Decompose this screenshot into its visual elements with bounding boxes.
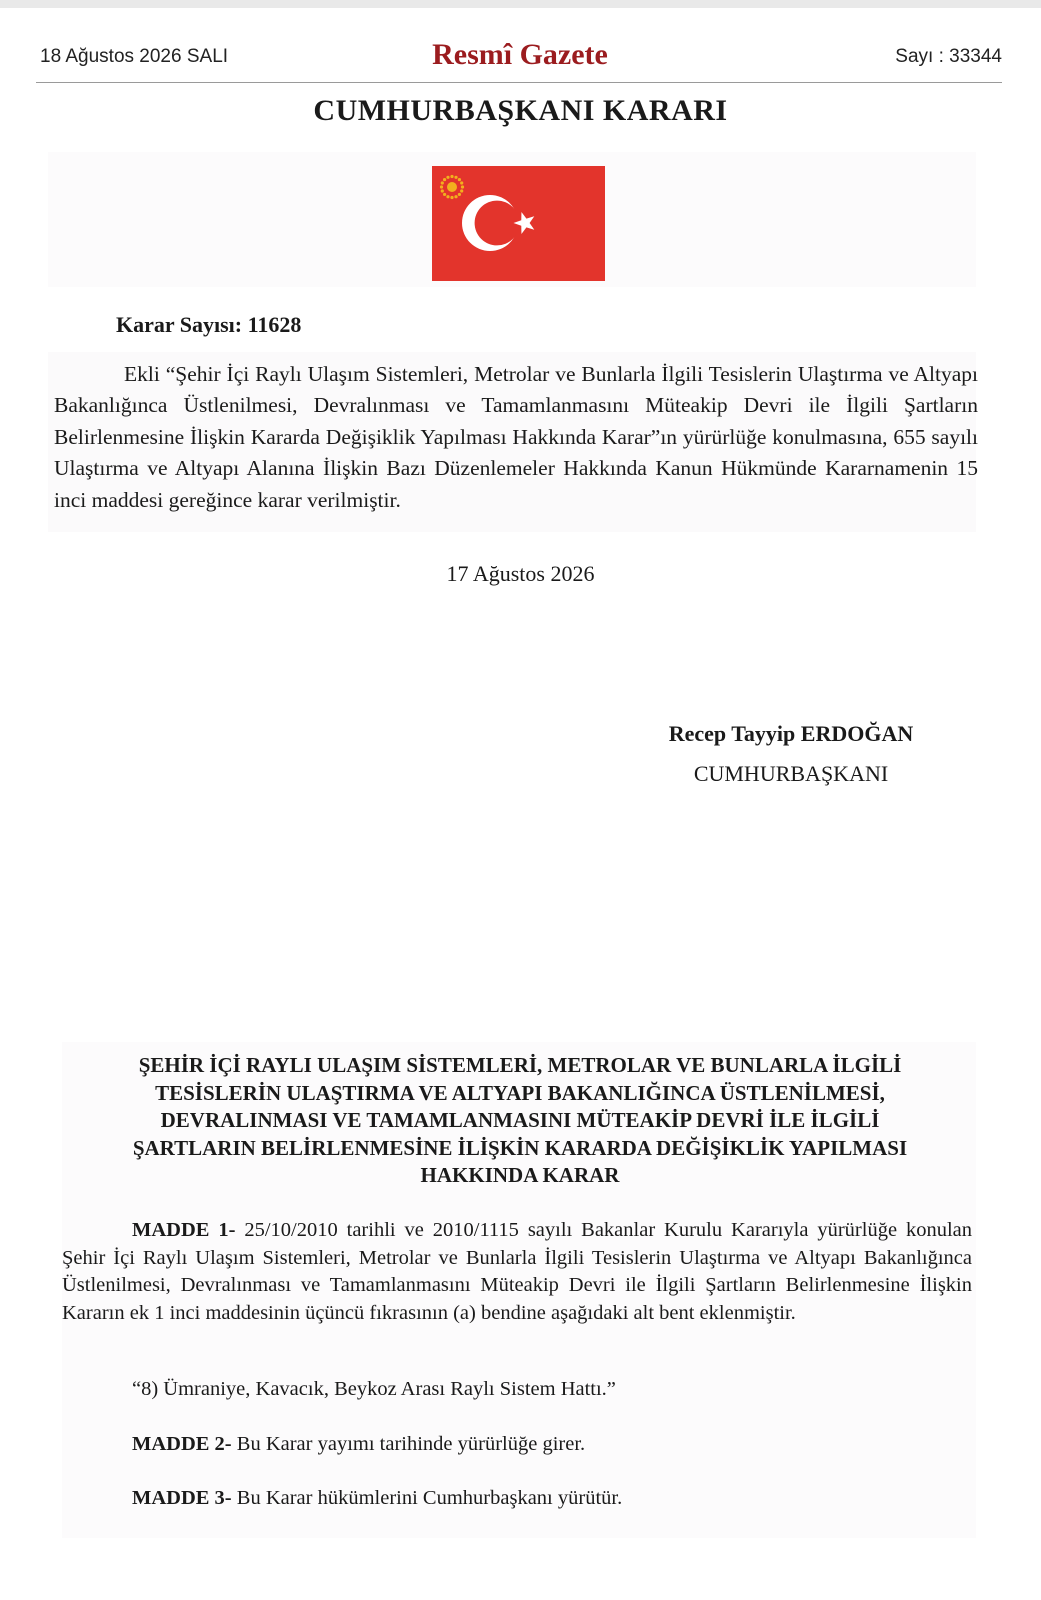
- seal-star-icon: [450, 175, 453, 178]
- seal-star-icon: [458, 193, 461, 196]
- issue-number: Sayı : 33344: [895, 46, 1002, 67]
- document-type-heading: CUMHURBAŞKANI KARARI: [313, 94, 728, 127]
- seal-star-icon: [460, 189, 463, 192]
- added-subclause: “8) Ümraniye, Kavacık, Beykoz Arası Raylı Sistem Hattı.”: [132, 1378, 616, 1400]
- article-2-text: Bu Karar yayımı tarihinde yürürlüğe girer.: [231, 1433, 586, 1455]
- seal-star-icon: [450, 196, 453, 199]
- seal-star-icon: [441, 181, 444, 184]
- article-3: [132, 1487, 622, 1510]
- signature-date: 17 Ağustos 2026: [446, 561, 595, 586]
- article-2: [132, 1433, 585, 1456]
- annex-title: [70, 1052, 970, 1190]
- header-date: 18 Ağustos 2026 SALI: [40, 46, 229, 67]
- seal-star-icon: [454, 195, 457, 198]
- seal-star-icon: [440, 185, 443, 188]
- preamble-text: Ekli “Şehir İçi Raylı Ulaşım Sistemleri, Metrolar ve Bunlarla İlgili Tesislerin Ulaştırma ve Altyapı Bakanlığınca Üstlenilmesi, Devralınması ve Tamamlanmasını Müteakip Devri ile İlgili Şartların Belirlenmesine İlişkin Kararda Değişiklik Yapılması Hakkında Karar”ın yürürlüğe konulmasına, 655 sayılı Ulaştırma ve Altyapı Alanına İlişkin Bazı Düzenlemeler Hakkında Kanun Hükmünde Kararnamenin 15 inci maddesi gereğince karar verilmiştir.: [54, 362, 978, 512]
- article-1: [62, 1217, 972, 1327]
- signer-name: Recep Tayyip ERDOĞAN: [668, 721, 914, 746]
- article-3-label: MADDE 3-: [132, 1487, 232, 1509]
- seal-star-icon: [458, 178, 461, 181]
- gazette-header: [38, 38, 1002, 82]
- turkish-flag-icon: [432, 166, 605, 281]
- seal-star-icon: [443, 193, 446, 196]
- seal-star-icon: [441, 189, 444, 192]
- article-1-label: MADDE 1-: [132, 1219, 236, 1241]
- seal-sun-icon: [447, 182, 457, 192]
- seal-star-icon: [446, 195, 449, 198]
- annex-title-line: DEVRALINMASI VE TAMAMLANMASINI MÜTEAKİP DEVRİ İLE İLGİLİ: [160, 1108, 880, 1132]
- annex-title-line: HAKKINDA KARAR: [420, 1163, 620, 1187]
- article-3-text: Bu Karar hükümlerini Cumhurbaşkanı yürütür.: [231, 1487, 623, 1509]
- annex-title-line: ŞARTLARIN BELİRLENMESİNE İLİŞKİN KARARDA DEĞİŞİKLİK YAPILMASI: [132, 1135, 908, 1160]
- article-1-text: 25/10/2010 tarihli ve 2010/1115 sayılı Bakanlar Kurulu Kararıyla yürürlüğe konulan Şehir İçi Raylı Ulaşım Sistemleri, Metrolar ve Bunlarla İlgili Tesislerin Ulaştırma ve Altyapı Bakanlığınca Üstlenilmesi, Devralınması ve Tamamlanmasını Müteakip Devri ile İlgili Şartların Belirlenmesine İlişkin Kararın ek 1 inci maddesinin üçüncü fıkrasının (a) bendine aşağıdaki alt bent eklenmiştir.: [62, 1219, 972, 1324]
- top-strip: [0, 0, 1041, 8]
- signer-title: CUMHURBAŞKANI: [693, 761, 889, 786]
- seal-star-icon: [460, 181, 463, 184]
- annex-title-line: ŞEHİR İÇİ RAYLI ULAŞIM SİSTEMLERİ, METROLAR VE BUNLARLA İLGİLİ: [138, 1053, 902, 1077]
- seal-star-icon: [454, 176, 457, 179]
- header-divider: [36, 82, 1002, 83]
- gazette-title: Resmî Gazete: [432, 38, 608, 71]
- annex-title-line: TESİSLERİN ULAŞTIRMA VE ALTYAPI BAKANLIĞINCA ÜSTLENİLMESİ,: [155, 1080, 885, 1105]
- article-2-label: MADDE 2-: [132, 1433, 232, 1455]
- preamble-paragraph: [54, 359, 978, 516]
- seal-star-icon: [443, 178, 446, 181]
- seal-star-icon: [461, 185, 464, 188]
- decision-number: Karar Sayısı: 11628: [116, 312, 302, 337]
- seal-star-icon: [446, 176, 449, 179]
